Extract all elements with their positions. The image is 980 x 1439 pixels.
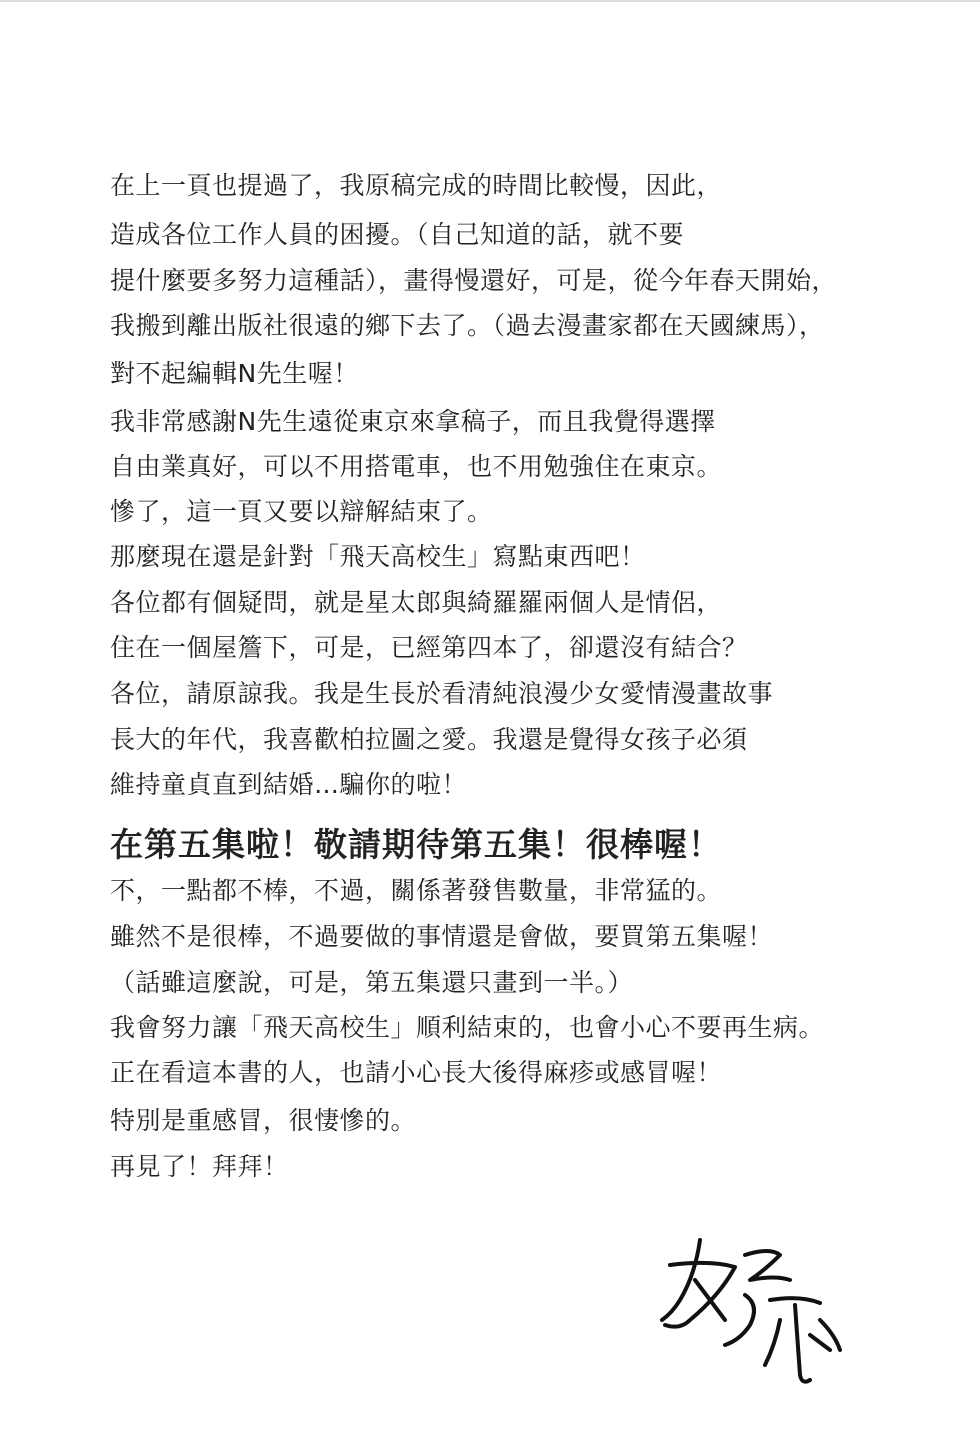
text-line: 特別是重感冒，很悽慘的。 — [110, 1106, 417, 1135]
text-line: 提什麼要多努力這種話），畫得慢還好，可是，從今年春天開始， — [110, 266, 838, 295]
page-edge — [0, 0, 980, 2]
text-line: 各位都有個疑問，就是星太郎與綺羅羅兩個人是情侶， — [110, 588, 723, 617]
text-line: （話雖這麼說，可是，第五集還只畫到一半。） — [110, 968, 634, 997]
text-line: 我非常感謝N先生遠從東京來拿稿子，而且我覺得選擇 — [110, 407, 716, 436]
text-line: 我會努力讓「飛天高校生」順利結束的，也會小心不要再生病。 — [110, 1013, 825, 1042]
text-line: 在上一頁也提過了，我原稿完成的時間比較慢，因此， — [110, 171, 723, 200]
text-line: 維持童貞直到結婚…騙你的啦！ — [110, 770, 468, 799]
text-line: 自由業真好，可以不用搭電車，也不用勉強住在東京。 — [110, 452, 723, 481]
text-line: 不，一點都不棒，不過，關係著發售數量，非常猛的。 — [110, 876, 723, 905]
text-line: 對不起編輯N先生喔！ — [110, 359, 359, 388]
text-line: 住在一個屋簷下，可是，已經第四本了，卻還沒有結合？ — [110, 633, 748, 662]
text-line: 造成各位工作人員的困擾。（自己知道的話，就不要 — [110, 220, 685, 249]
text-line: 再見了！拜拜！ — [110, 1152, 289, 1181]
text-line: 慘了，這一頁又要以辯解結束了。 — [110, 497, 493, 526]
text-line: 我搬到離出版社很遠的鄉下去了。（過去漫畫家都在天國練馬）， — [110, 311, 825, 340]
text-line: 雖然不是很棒，不過要做的事情還是會做，要買第五集喔！ — [110, 922, 774, 951]
text-line: 那麼現在還是針對「飛天高校生」寫點東西吧！ — [110, 542, 646, 571]
text-line: 各位，請原諒我。我是生長於看清純浪漫少女愛情漫畫故事 — [110, 679, 774, 708]
text-line: 長大的年代，我喜歡柏拉圖之愛。我還是覺得女孩子必須 — [110, 725, 748, 754]
text-line: 正在看這本書的人，也請小心長大後得麻疹或感冒喔！ — [110, 1058, 723, 1087]
emphasis-line: 在第五集啦！敬請期待第五集！很棒喔！ — [110, 825, 722, 864]
handwritten-signature — [650, 1225, 850, 1390]
